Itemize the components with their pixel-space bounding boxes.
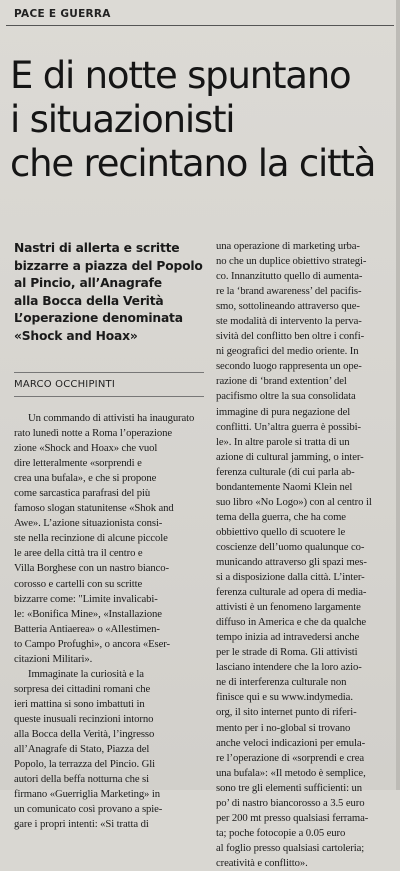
article-line: no che un duplice obiettivo strategi- xyxy=(216,255,367,268)
article-line: per le strade di Roma. Gli attivisti xyxy=(216,646,358,659)
subheadline-line: bizzarre a piazza del Popolo xyxy=(14,258,203,273)
article-line: attivisti è un fenomeno largamente xyxy=(216,601,361,614)
article-line: finisce qui e su www.indymedia. xyxy=(216,691,353,704)
article-line: Villa Borghese con un nastro bianco- xyxy=(14,562,169,575)
article-line: obbiettivo quello di scuotere le xyxy=(216,525,346,538)
article-line: all’Anagrafe di Stato, Piazza del xyxy=(14,743,150,756)
headline-line: i situazionisti xyxy=(10,98,235,141)
headline-line: E di notte spuntano xyxy=(10,54,351,97)
article-line: secondo luogo rappresenta un ope- xyxy=(216,360,362,373)
article-line: crea una bufala», e che si propone xyxy=(14,472,157,485)
article-line: creatività e conflitto». xyxy=(216,856,308,869)
article-line: al foglio presso qualsiasi cartoleria; xyxy=(216,841,365,854)
article-line: ne di interferenza culturale non xyxy=(216,676,347,689)
article-line: firmano «Guerriglia Marketing» in xyxy=(14,788,160,801)
byline-bottom-rule xyxy=(14,396,204,397)
article-line: razione di ‘brand extention’ del xyxy=(216,375,347,388)
article-line: per 200 mt presso qualsiasi ferrama- xyxy=(216,811,369,824)
article-line: sono tre gli elementi sufficienti: un xyxy=(216,781,362,794)
subheadline xyxy=(14,240,206,346)
article-line: un comunicato così provano a spie- xyxy=(14,803,163,816)
article-line: org, il sito internet punto di riferi- xyxy=(216,706,357,719)
article-line: autori della beffa notturna che si xyxy=(14,773,149,786)
article-line: sività del conflitto ben oltre i confi- xyxy=(216,330,365,343)
article-column-right xyxy=(216,239,400,871)
article-line: re la ‘brand awareness’ del pacifis- xyxy=(216,285,362,298)
article-line: ta; poche fotocopie a 0.05 euro xyxy=(216,826,346,839)
article-line: anche veloci indicazioni per emula- xyxy=(216,736,366,749)
article-line: citazioni Militari». xyxy=(14,652,93,665)
headline xyxy=(10,54,400,186)
article-line: sorpresa dei cittadini romani che xyxy=(14,682,151,695)
section-divider xyxy=(6,25,394,26)
article-line: conflitti. Un’altra guerra è possibi- xyxy=(216,420,361,433)
headline-line: che recintano la città xyxy=(10,142,376,185)
article-line: mento per i no-global si trovano xyxy=(216,721,351,734)
article-line: ni geografici del medio oriente. In xyxy=(216,345,359,358)
article-line: po’ di nastro biancorosso a 3.5 euro xyxy=(216,796,365,809)
article-line: azione di cultural jamming, o inter- xyxy=(216,450,364,463)
article-line: si a disposizione dalla città. L’inter- xyxy=(216,571,365,584)
article-line: lasciano intendere che la loro azio- xyxy=(216,661,362,674)
article-line: diffuso in America e che da qualche xyxy=(216,616,367,629)
article-line: queste inusuali recinzioni intorno xyxy=(14,712,154,725)
page-edge xyxy=(396,0,400,790)
article-line: le». In altre parole si tratta di un xyxy=(216,435,350,448)
byline: MARCO OCCHIPINTI xyxy=(14,379,115,390)
article-line: dire letteralmente «sorprendi e xyxy=(14,457,142,470)
article-line: co. Innanzitutto quello di aumenta- xyxy=(216,270,363,283)
article-line: ieri mattina si sono imbattuti in xyxy=(14,697,145,710)
article-line: ste modalità di intervento la perva- xyxy=(216,315,362,328)
article-line: Awe». L’azione situazionista consi- xyxy=(14,517,163,530)
article-column-left xyxy=(14,411,204,832)
article-line: bizzarre come: "Limite invalicabi- xyxy=(14,592,158,605)
article-line: Un commando di attivisti ha inaugurato xyxy=(28,412,195,424)
article-line: Batteria Antiaerea» o «Allestimen- xyxy=(14,622,160,635)
subheadline-line: al Pincio, all’Anagrafe xyxy=(14,276,162,291)
article-line: bondantemente Naomi Klein nel xyxy=(216,480,353,493)
article-line: come sarcastica parafrasi del più xyxy=(14,487,151,500)
article-line: suo libro «No Logo») con al centro il xyxy=(216,495,372,508)
article-line: tema della guerra, che ha come xyxy=(216,510,346,523)
article-line: una operazione di marketing urba- xyxy=(216,240,360,252)
subheadline-line: L’operazione denominata xyxy=(14,311,183,326)
article-line: tempo inizia ad intravedersi anche xyxy=(216,631,360,644)
article-line: coscienze dell’uomo qualunque co- xyxy=(216,540,365,553)
subheadline-line: Nastri di allerta e scritte xyxy=(14,241,180,255)
article-line: zione «Shock and Hoax» che vuol xyxy=(14,442,158,455)
subheadline-line: «Shock and Hoax» xyxy=(14,328,138,343)
article-line: to Campo Profughi», o ancora «Eser- xyxy=(14,637,170,650)
section-label: PACE E GUERRA xyxy=(14,8,111,20)
article-line: gare i propri intenti: «Si tratta di xyxy=(14,818,149,831)
article-line: famoso slogan statunitense «Shok and xyxy=(14,502,174,515)
byline-top-rule xyxy=(14,372,204,373)
article-line: municando attraverso gli spazi mes- xyxy=(216,555,367,568)
article-line: smo, sottolineando attraverso que- xyxy=(216,300,360,313)
article-line: re l’operazione di «sorprendi e crea xyxy=(216,751,365,764)
article-line: rato lunedì notte a Roma l’operazione xyxy=(14,427,173,440)
article-line: Popolo, la terrazza del Pincio. Gli xyxy=(14,758,156,771)
article-line: immagine di pura negazione del xyxy=(216,405,351,418)
article-line: alla Bocca della Verità, l’ingresso xyxy=(14,727,155,740)
article-line: ste nella recinzione di alcune piccole xyxy=(14,532,168,545)
article-line: pacifismo oltre la sua consolidata xyxy=(216,390,356,403)
article-line: corosso e cartelli con su scritte xyxy=(14,577,143,590)
subheadline-line: alla Bocca della Verità xyxy=(14,293,164,308)
article-line: Immaginate la curiosità e la xyxy=(28,667,144,680)
article-line: le: «Bonifica Mine», «Installazione xyxy=(14,607,162,620)
article-line: ferenza culturale (di cui parla ab- xyxy=(216,465,355,478)
article-line: le aree della città tra il centro e xyxy=(14,547,143,560)
article-line: ferenza culturale ad opera di media- xyxy=(216,586,367,599)
article-line: una bufala»: «Il metodo è semplice, xyxy=(216,766,366,779)
